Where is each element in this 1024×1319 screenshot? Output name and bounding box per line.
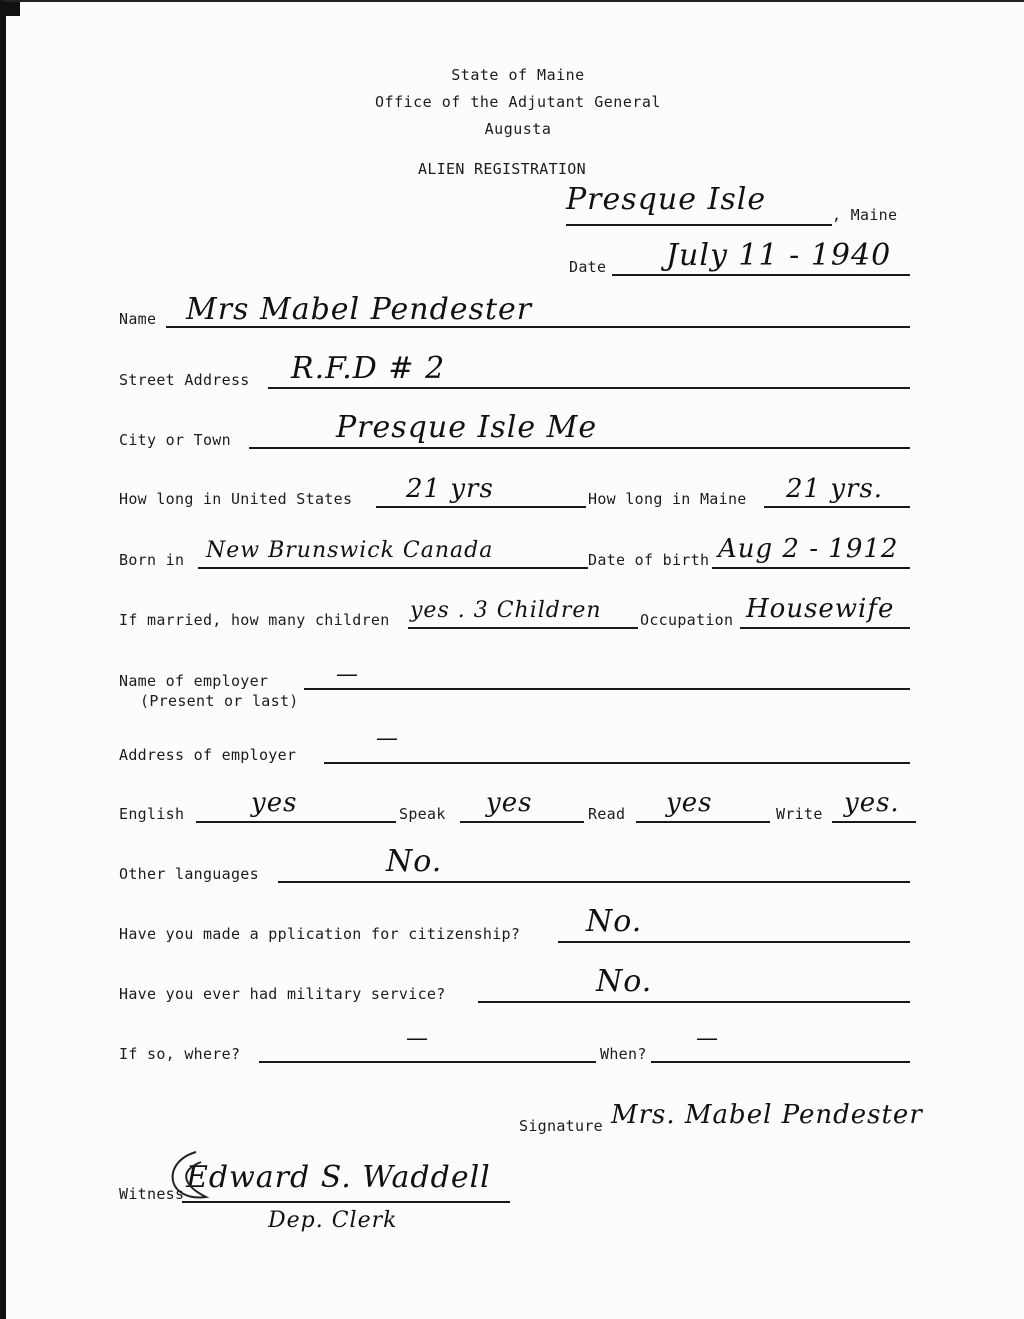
write-label: Write [776,805,823,823]
witness-title: Dep. Clerk [268,1208,398,1233]
how-long-us-value: 21 yrs [406,474,494,504]
date-line [612,274,910,276]
employer-addr-line [324,762,910,764]
name-value: Mrs Mabel Pendester [186,292,533,327]
born-in-value: New Brunswick Canada [206,538,494,563]
military-line [478,1001,910,1003]
when-label: When? [600,1045,647,1063]
header-state: State of Maine [451,66,585,84]
form-title: ALIEN REGISTRATION [418,160,586,178]
when-line [651,1061,910,1063]
citizenship-line [558,941,910,943]
employer-label: Name of employer [119,672,269,690]
witness-value: Edward S. Waddell [186,1160,491,1195]
employer-value: — [336,662,359,687]
city-label: City or Town [119,431,231,449]
witness-label: Witness [119,1185,185,1203]
occupation-value: Housewife [746,594,895,624]
citizenship-value: No. [586,904,643,939]
signature-value: Mrs. Mabel Pendester [611,1100,923,1130]
citizenship-label: Have you made a pplication for citizenship? [119,925,521,943]
how-long-maine-line [764,506,910,508]
read-label: Read [588,805,626,823]
english-label: English [119,805,185,823]
header-office: Office of the Adjutant General [375,93,661,111]
read-line [636,821,770,823]
employer-line [304,688,910,690]
children-value: yes . 3 Children [410,598,602,623]
street-line [268,387,910,389]
english-line [196,821,396,823]
witness-flourish [156,1142,276,1222]
name-line [166,326,910,328]
occupation-label: Occupation [640,611,734,629]
where-value: — [406,1026,429,1051]
city-value: Presque Isle Me [336,410,598,445]
write-value: yes. [844,788,900,818]
military-value: No. [596,964,653,999]
name-label: Name [119,310,157,328]
write-line [832,821,916,823]
how-long-maine-value: 21 yrs. [786,474,884,504]
occupation-line [740,627,910,629]
where-line [259,1061,596,1063]
military-label: Have you ever had military service? [119,985,446,1003]
employer-sublabel: (Present or last) [140,692,299,710]
street-value: R.F.D # 2 [291,351,446,386]
dob-line [712,567,910,569]
children-label: If married, how many children [119,611,390,629]
other-lang-line [278,881,910,883]
children-line [408,627,638,629]
read-value: yes [666,788,713,818]
when-value: — [696,1026,719,1051]
employer-addr-value: — [376,726,399,751]
header-city: Augusta [484,120,552,138]
street-label: Street Address [119,371,250,389]
employer-addr-label: Address of employer [119,746,297,764]
other-lang-label: Other languages [119,865,259,883]
dob-label: Date of birth [588,551,710,569]
place-suffix: , Maine [832,206,898,224]
place-line [566,224,832,226]
dob-value: Aug 2 - 1912 [718,534,899,564]
city-line [249,447,910,449]
signature-label: Signature [519,1117,603,1135]
other-lang-value: No. [386,844,443,879]
date-value: July 11 - 1940 [666,238,892,273]
speak-label: Speak [399,805,446,823]
how-long-us-line [376,506,586,508]
how-long-us-label: How long in United States [119,490,353,508]
english-value: yes [251,788,298,818]
born-in-line [198,567,588,569]
where-label: If so, where? [119,1045,241,1063]
corner-mark [6,2,20,16]
how-long-maine-label: How long in Maine [588,490,747,508]
speak-line [460,821,584,823]
born-in-label: Born in [119,551,185,569]
speak-value: yes [486,788,533,818]
place-value: Presque Isle [566,182,767,217]
date-label: Date [569,258,607,276]
